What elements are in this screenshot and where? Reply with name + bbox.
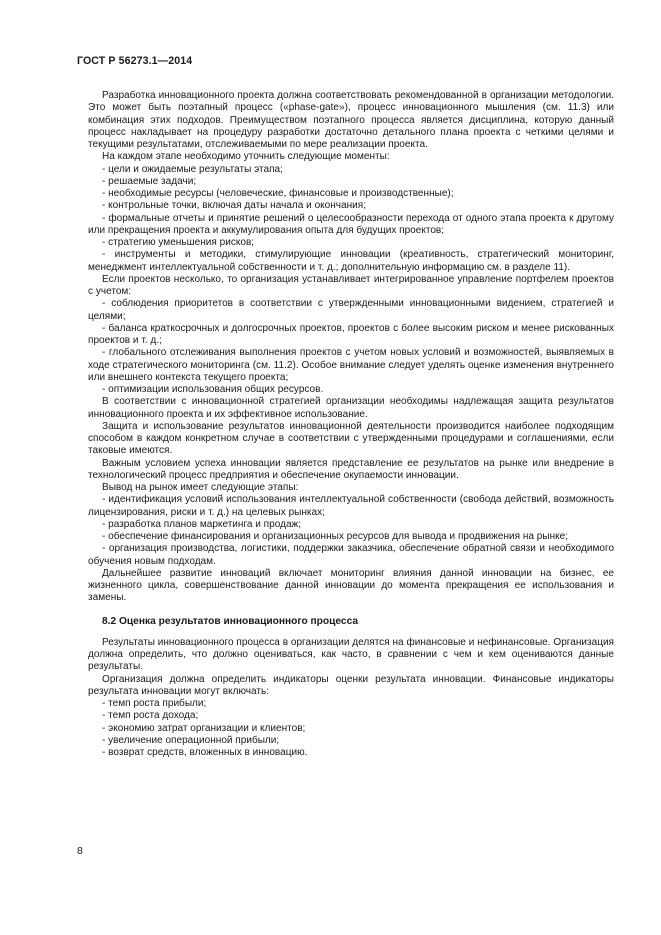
list-item: - соблюдения приоритетов в соответствии с утвержденными инновационными видением, стратегией и целями; — [88, 298, 614, 322]
paragraph: В соответствии с инновационной стратегией организации необходимы надлежащая защита результатов инновационного проекта и их эффективное использование. — [88, 396, 614, 420]
list-item: - увеличение операционной прибыли; — [102, 734, 280, 746]
list-item: - формальные отчеты и принятие решений о целесообразности перехода от одного этапа проекта к другому или прекращения проекта и аккумулирования опыта для будущих проектов; — [88, 212, 614, 236]
document-body — [88, 90, 614, 759]
paragraph: Важным условием успеха инновации является представление ее результатов на рынке или внедрение в технологический процесс предприятия и обеспечение окупаемости инновации. — [88, 457, 614, 481]
list-item: - обеспечение финансирования и организационных ресурсов для вывода и продвижения на рынке; — [102, 531, 569, 542]
page-number: 8 — [77, 845, 83, 857]
paragraph: Дальнейшее развитие инноваций включает мониторинг влияния данной инновации на бизнес, ее жизненного цикла, совершенствование данной инновации до момента прекращения ее использования и замены. — [88, 567, 614, 604]
list-item: - темп роста прибыли; — [102, 698, 207, 709]
list-item: - разработка планов маркетинга и продаж; — [102, 518, 302, 530]
paragraph: Вывод на рынок имеет следующие этапы: — [102, 482, 299, 493]
list-item: - контрольные точки, включая даты начала и окончания; — [102, 200, 367, 212]
paragraph: Разработка инновационного проекта должна соответствовать рекомендованной в организации методологии. Это может быть поэтапный процесс («phase-gate»), процесс инновационного мышления (см. 11.3) или комбинация этих подходов. Преимуществом поэтапного процесса является дисциплина, которую данный процесс накладывает на процедуру разработки достаточно детального плана проекта с четкими целями и текущими результатами, отслеживаемыми по мере реализации проекта. — [88, 90, 614, 150]
document-header: ГОСТ Р 56273.1—2014 — [77, 55, 193, 67]
list-item: - темп роста дохода; — [102, 710, 199, 722]
paragraph: Если проектов несколько, то организация устанавливает интегрированное управление портфелем проектов с учетом: — [88, 273, 614, 297]
list-item: - цели и ожидаемые результаты этапа; — [102, 163, 283, 175]
list-item: - экономию затрат организации и клиентов; — [102, 722, 306, 734]
list-item: - необходимые ресурсы (человеческие, финансовые и производственные); — [102, 188, 454, 199]
paragraph: Организация должна определить индикаторы оценки результата инновации. Финансовые индикаторы результата инновации могут включать: — [88, 673, 614, 697]
paragraph: Защита и использование результатов инновационной деятельности производится наиболее подходящим способом в каждом конкретном случае в соответствии с утвержденными процедурами и соглашениями, если таковые имеются. — [88, 420, 614, 457]
list-item: - инструменты и методики, стимулирующие инновации (креативность, стратегический мониторинг, менеджмент интеллектуальной собственности и т. д.; дополнительную информацию см. в разделе 11). — [88, 249, 614, 273]
paragraph: Результаты инновационного процесса в организации делятся на финансовые и нефинансовые. Организация должна определить, что должно оцениваться, как часто, в сравнении с чем и кем оцениваются данные результаты. — [88, 636, 614, 673]
list-item: - стратегию уменьшения рисков; — [102, 237, 255, 248]
list-item: - баланса краткосрочных и долгосрочных проектов, проектов с более высоким риском и менее рискованных проектов и т. д.; — [88, 322, 614, 346]
list-item: - организация производства, логистики, поддержки заказчика, обеспечение обратной связи и необходимого обучения новым подходам. — [88, 543, 614, 567]
list-item: - глобального отслеживания выполнения проектов с учетом новых условий и возможностей, выявляемых в ходе стратегического мониторинга (см. 11.2). Особое внимание следует уделять оценке изменения внутреннего или внешнего контекста текущего проекта; — [88, 347, 614, 383]
list-item: - оптимизации использования общих ресурсов. — [102, 384, 324, 395]
list-item: - решаемые задачи; — [102, 175, 197, 187]
list-item: - возврат средств, вложенных в инновацию. — [102, 747, 308, 758]
list-item: - идентификация условий использования интеллектуальной собственности (свобода действий, возможность лицензирования, риски и т. д.) на целевых рынках; — [88, 494, 614, 518]
section-heading: 8.2 Оценка результатов инновационного процесса — [102, 615, 359, 627]
paragraph: На каждом этапе необходимо уточнить следующие моменты: — [102, 151, 390, 163]
